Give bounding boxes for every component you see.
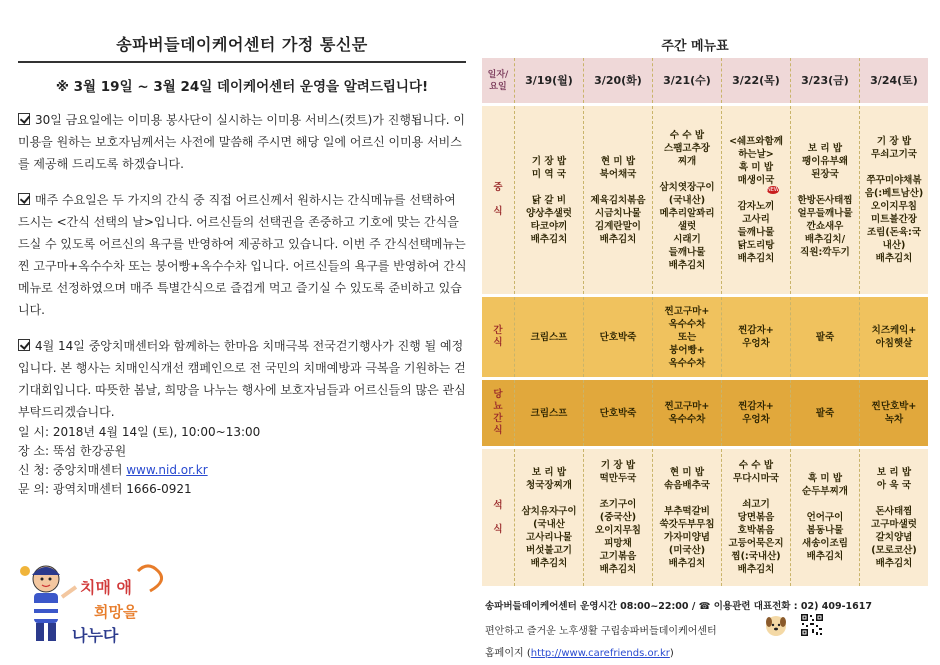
- logo-text-line2: 희망을: [94, 603, 138, 621]
- event-place: 장 소: 뚝섬 한강공원: [18, 444, 127, 458]
- dementia-campaign-logo: [18, 557, 182, 649]
- menu-cell: 흑 미 밥 순두부찌개 언어구이 봄동나물 새송이조림 배추김치: [791, 449, 860, 586]
- day-header-fri: 3/23(금): [791, 58, 860, 103]
- logo-text-line3: 나누다: [72, 626, 119, 645]
- menu-cell: 찐고구마+ 옥수수차 또는 붕어빵+ 옥수수차: [653, 297, 722, 377]
- weekly-menu-title: 주간 메뉴표: [661, 39, 729, 54]
- checkbox-icon: [18, 113, 30, 125]
- weekly-menu-table: [482, 58, 928, 586]
- day-header-wed: 3/21(수): [653, 58, 722, 103]
- event-contact: 문 의: 광역치매센터 1666-0921: [18, 482, 192, 496]
- menu-cell: 수 수 밥 무다시마국 쇠고기 당면볶음 호박볶음 고등어묵은지 찜(:국내산) 배추김치: [722, 449, 791, 586]
- event-apply-label: 신 청: 중앙치매센터: [18, 463, 127, 477]
- homepage-end: ): [669, 648, 674, 659]
- center-slogan: 편안하고 즐거운 노후생활 구립송파버들데이케어센터: [485, 626, 717, 637]
- menu-cell: 현 미 밥 솎음배추국 부추떡갈비 쑥갓두부무침 가자미양념 (미국산) 배추김치: [653, 449, 722, 586]
- menu-row-snack: [482, 297, 928, 377]
- menu-row-diabetic-snack: [482, 380, 928, 446]
- qr-code-icon: [800, 613, 824, 637]
- operation-notice: ※ 3월 19일 ~ 3월 24일 데이케어센터 운영을 알려드립니다!: [55, 79, 429, 95]
- menu-cell: 보 리 밥 팽이유부왜 된장국 한방돈사태찜 얼무들깨나물 깐쇼새우 배추김치/ 직원:깍두기: [791, 106, 860, 294]
- event-date: 일 시: 2018년 4월 14일 (토), 10:00~13:00: [18, 425, 261, 439]
- day-header-tue: 3/20(화): [584, 58, 653, 103]
- menu-cell: 찐감자+ 우엉차: [722, 297, 791, 377]
- menu-cell: 보 리 밥 청국장찌개 삼치유자구이 (국내산 고사리나물 버섯불고기 배추김치: [515, 449, 584, 586]
- logo-text-line1: 치매 애: [80, 578, 132, 597]
- paragraph-text: 매주 수요일은 두 가지의 간식 중 직접 어르신께서 원하시는 간식메뉴를 선택하여 드시는 <간식 선택의 날>입니다. 어르신들의 선택권을 존중하고 기호에 맞는 간식을 드실 수 있도록 어르신의 욕구를 반영하여 제공하고 있습니다. 이번 주 간식선택메뉴는 찐 고구마+옥수수차 또는 붕어빵+옥수수차 입니다. 어르신들의 욕구를 반영하여 간식 메뉴로 선정하였으며 매주 특별간식으로 즐겁게 먹고 즐기실 수 있도록 준비하고 있습니다.: [18, 193, 467, 317]
- dog-mascot-icon: [765, 615, 787, 637]
- notice-paragraph-snack: [12, 189, 472, 321]
- menu-cell: 기 장 밥 미 역 국 닭 갈 비 양상추샐럿 타코야끼 배추김치: [515, 106, 584, 294]
- day-header-mon: 3/19(월): [515, 58, 584, 103]
- menu-cell: 단호박죽: [584, 380, 653, 446]
- paragraph-text: 4월 14일 중앙치매센터와 함께하는 한마음 치매극복 전국걷기행사가 진행 될 예정입니다. 본 행사는 치매인식개선 캠페인으로 전 국민의 치매예방과 극복을 기원하는 걷기대회입니다. 따뜻한 봄날, 희망을 나누는 행사에 보호자님들과 어르신들의 많은 관심 부탁드리겠습니다.: [18, 339, 466, 419]
- newsletter-title: 송파버들데이케어센터 가정 통신문: [116, 35, 368, 54]
- newsletter-column: [12, 32, 472, 499]
- homepage-link[interactable]: http://www.carefriends.or.kr: [530, 648, 670, 659]
- row-label-diabetic-snack: 당 뇨 간 식: [482, 380, 515, 446]
- menu-cell: 현 미 밥 북어채국 제육김치볶음 시금치나물 김계란말이 배추김치: [584, 106, 653, 294]
- event-details: [12, 423, 472, 499]
- menu-cell: 찐단호박+ 녹차: [871, 401, 917, 425]
- row-label-dinner: 석 식: [482, 449, 515, 586]
- dementia-center-link[interactable]: www.nid.or.kr: [126, 463, 208, 477]
- checkbox-icon: [18, 193, 30, 205]
- day-header-thu: 3/22(목): [722, 58, 791, 103]
- menu-cell: 찐감자+ 우엉차: [722, 380, 791, 446]
- menu-cell: 크림스프: [515, 297, 584, 377]
- menu-cell: 치즈케익+ 아침햇살: [871, 325, 917, 349]
- row-label-snack: 간 식: [482, 297, 515, 377]
- menu-cell: 팥죽: [791, 380, 860, 446]
- menu-cell: <쉐프와함께 하는날> 흑 미 밥 매생이국 감자노끼 고사리 들깨나물 닭도리탕 배추김치: [722, 106, 791, 294]
- paragraph-text: 30일 금요일에는 이미용 봉사단이 실시하는 이미용 서비스(컷트)가 진행됩니다. 이미용을 원하는 보호자님께서는 사전에 말씀해 주시면 해당 일에 어르신 이미용 서비스를 제공해 드리도록 하겠습니다.: [18, 113, 465, 171]
- notice-paragraph-haircut: [12, 109, 472, 175]
- header-label-text: 일자/요일: [487, 69, 509, 92]
- event-apply: [18, 461, 472, 480]
- header-label: [482, 58, 515, 103]
- notice-paragraph-walk-event: [12, 335, 472, 423]
- row-label-lunch: 중 식: [482, 106, 515, 294]
- menu-cell: 팥죽: [791, 297, 860, 377]
- menu-cell: 수 수 밥 스팸고추장 찌개 삼치엿장구이 (국내산) 메추리알꽈리 샐럿 시래기 들깨나물 배추김치: [653, 106, 722, 294]
- menu-cell: 기 장 밥 무쇠고기국 쭈꾸미야채볶 음(:베트남산) 오이지무침 미트볼간장 조림(돈육:국 내산) 배추김치: [864, 136, 924, 264]
- menu-cell: 보 리 밥 아 욱 국 돈사태찜 고구마샐럿 갈치양념 (모로코산) 배추김치: [871, 466, 917, 569]
- center-hours-phone: 송파버들데이케어센터 운영시간 08:00~22:00 / ☎ 이용관련 대표전화 : 02) 409-1617: [485, 601, 872, 612]
- menu-row-dinner: [482, 449, 928, 586]
- new-badge: NEW: [767, 187, 779, 193]
- menu-header-row: [482, 58, 928, 103]
- homepage-line: [485, 644, 674, 659]
- homepage-label: 홈페이지 (: [485, 648, 531, 659]
- menu-cell: 기 장 밥 떡만두국 조기구이 (중국산) 오이지무침 피망채 고기볶음 배추김치: [584, 449, 653, 586]
- day-header-sat: 3/24(토): [870, 74, 918, 87]
- title-divider: [18, 61, 466, 63]
- menu-cell: 크림스프: [515, 380, 584, 446]
- menu-cell: 단호박죽: [584, 297, 653, 377]
- menu-cell: 찐고구마+ 옥수수차: [653, 380, 722, 446]
- menu-row-lunch: [482, 106, 928, 294]
- checkbox-icon: [18, 339, 30, 351]
